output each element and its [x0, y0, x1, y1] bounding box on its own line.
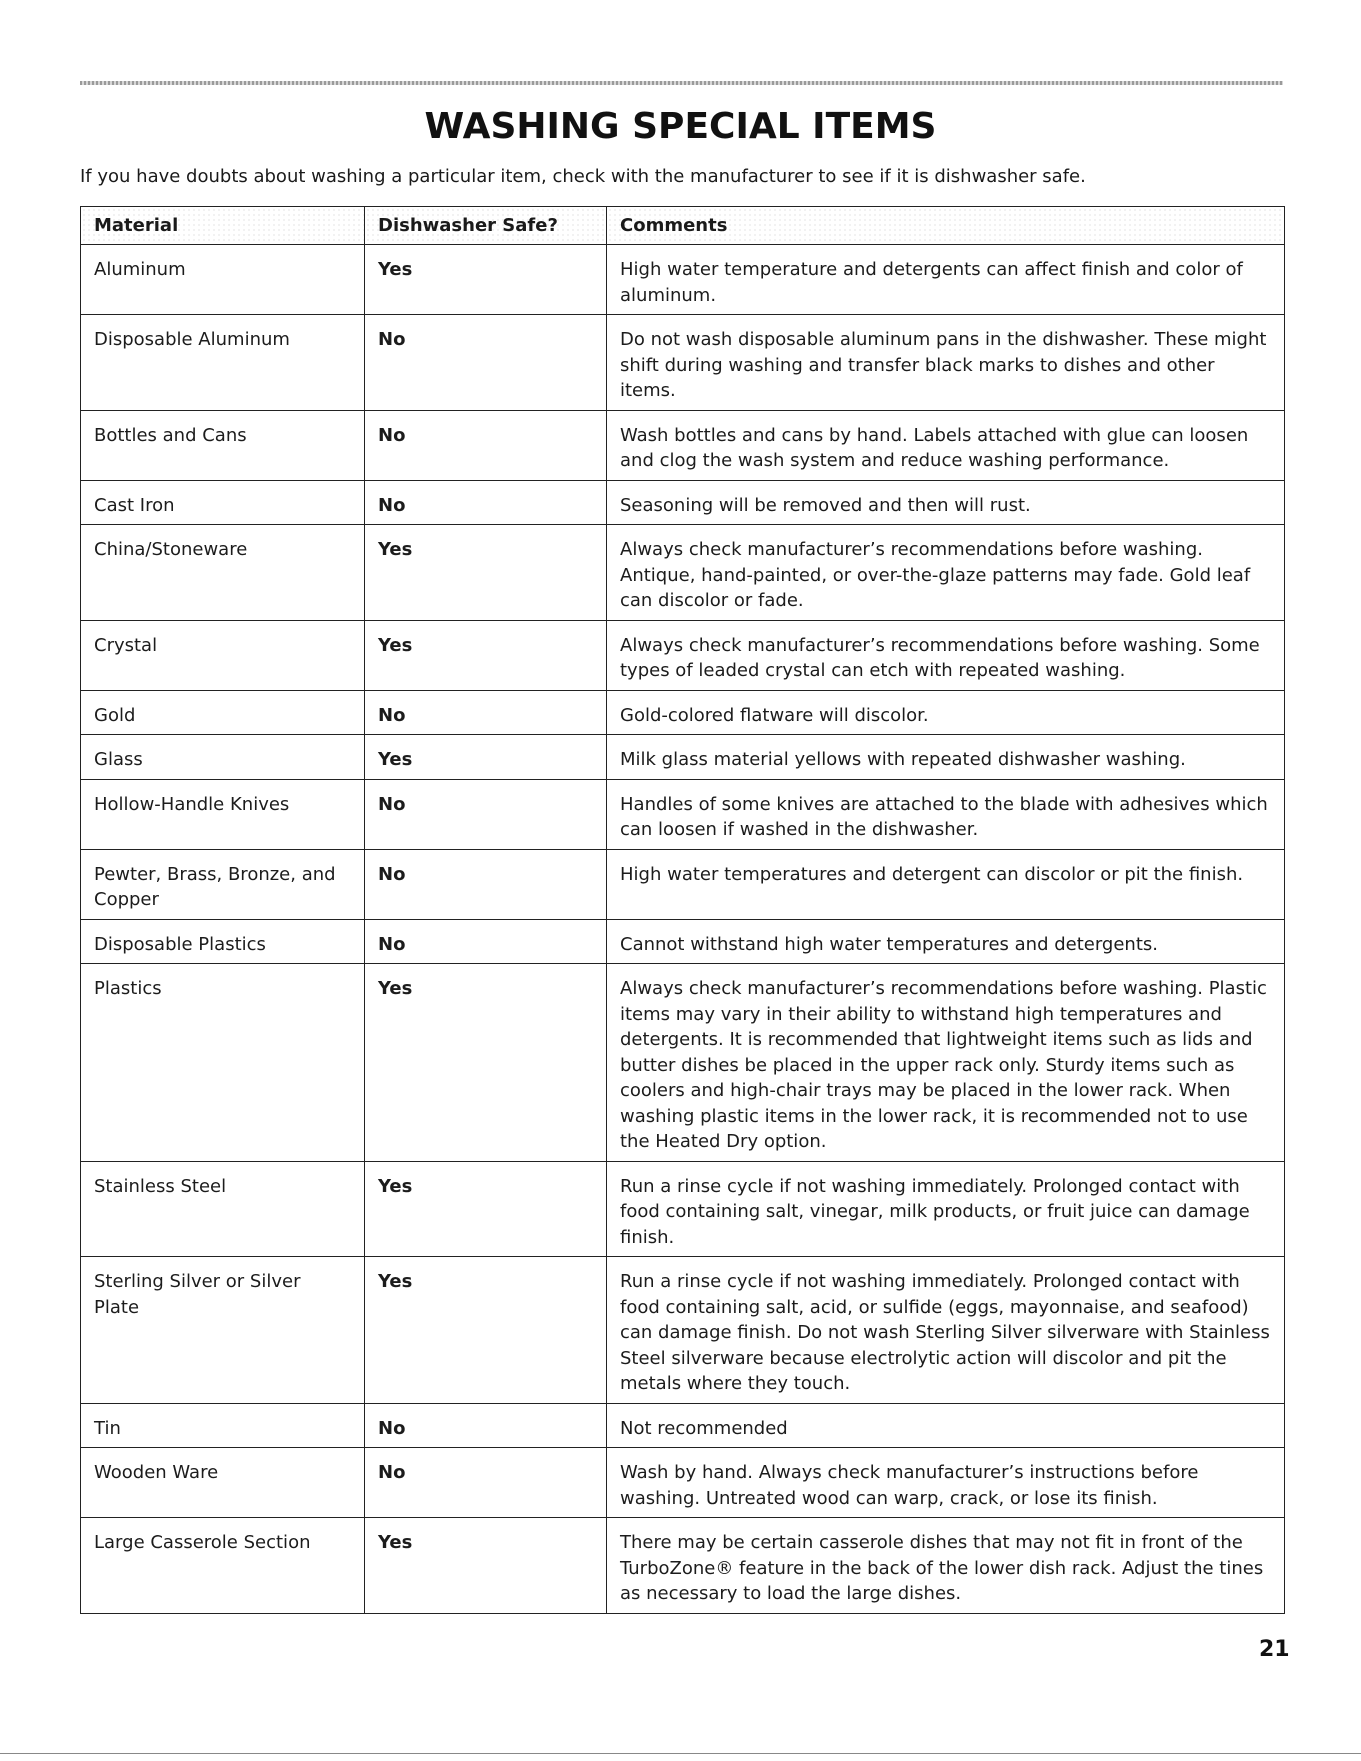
- table-row: [81, 480, 1285, 525]
- table-row: [81, 964, 1285, 1162]
- material-cell: Gold: [81, 690, 365, 735]
- table-header-row: [81, 207, 1285, 245]
- table-row: [81, 525, 1285, 621]
- dishwasher-safe-cell: No: [365, 315, 607, 411]
- material-cell: Cast Iron: [81, 480, 365, 525]
- table-row: [81, 919, 1285, 964]
- table-row: [81, 735, 1285, 780]
- comments-cell: Always check manufacturer’s recommendations before washing. Plastic items may vary in their ability to withstand high temperatures and detergents. It is recommended that lightweight items such as lids and butter dishes be placed in the upper rack only. Sturdy items such as coolers and high-chair trays may be placed in the lower rack. When washing plastic items in the lower rack, it is recommended not to use the Heated Dry option.: [607, 964, 1285, 1162]
- washing-items-table: [80, 206, 1285, 1614]
- comments-cell: Wash by hand. Always check manufacturer’s instructions before washing. Untreated wood can warp, crack, or lose its finish.: [607, 1448, 1285, 1518]
- comments-cell: Run a rinse cycle if not washing immediately. Prolonged contact with food containing salt, acid, or sulfide (eggs, mayonnaise, and seafood) can damage finish. Do not wash Sterling Silver silverware with Stainless Steel silverware because electrolytic action will discolor and pit the metals where they touch.: [607, 1257, 1285, 1404]
- table-row: [81, 690, 1285, 735]
- page-title: WASHING SPECIAL ITEMS: [424, 106, 937, 147]
- table-row: [81, 245, 1285, 315]
- material-cell: Stainless Steel: [81, 1161, 365, 1257]
- bottom-divider: [0, 1753, 1361, 1754]
- material-cell: Glass: [81, 735, 365, 780]
- comments-cell: Always check manufacturer’s recommendations before washing. Antique, hand-painted, or over-the-glaze patterns may fade. Gold leaf can discolor or fade.: [607, 525, 1285, 621]
- dishwasher-safe-cell: Yes: [365, 245, 607, 315]
- material-cell: Aluminum: [81, 245, 365, 315]
- table-row: [81, 849, 1285, 919]
- material-cell: Wooden Ware: [81, 1448, 365, 1518]
- dishwasher-safe-cell: No: [365, 410, 607, 480]
- header-dishwasher-safe: Dishwasher Safe?: [365, 207, 607, 245]
- table-row: [81, 1448, 1285, 1518]
- comments-cell: Do not wash disposable aluminum pans in the dishwasher. These might shift during washing and transfer black marks to dishes and other items.: [607, 315, 1285, 411]
- table-row: [81, 315, 1285, 411]
- comments-cell: There may be certain casserole dishes that may not fit in front of the TurboZone® feature in the back of the lower dish rack. Adjust the tines as necessary to load the large dishes.: [607, 1518, 1285, 1614]
- comments-cell: Cannot withstand high water temperatures and detergents.: [607, 919, 1285, 964]
- comments-cell: High water temperature and detergents can affect finish and color of aluminum.: [607, 245, 1285, 315]
- comments-cell: Run a rinse cycle if not washing immediately. Prolonged contact with food containing salt, vinegar, milk products, or fruit juice can damage finish.: [607, 1161, 1285, 1257]
- table-row: [81, 620, 1285, 690]
- table-row: [81, 1518, 1285, 1614]
- comments-cell: Handles of some knives are attached to the blade with adhesives which can loosen if washed in the dishwasher.: [607, 779, 1285, 849]
- material-cell: Bottles and Cans: [81, 410, 365, 480]
- material-cell: Disposable Aluminum: [81, 315, 365, 411]
- comments-cell: Gold-colored flatware will discolor.: [607, 690, 1285, 735]
- dishwasher-safe-cell: No: [365, 849, 607, 919]
- table-row: [81, 1403, 1285, 1448]
- dishwasher-safe-cell: Yes: [365, 1518, 607, 1614]
- comments-cell: Always check manufacturer’s recommendations before washing. Some types of leaded crystal can etch with repeated washing.: [607, 620, 1285, 690]
- material-cell: Plastics: [81, 964, 365, 1162]
- top-divider: [80, 81, 1283, 85]
- comments-cell: Wash bottles and cans by hand. Labels attached with glue can loosen and clog the wash system and reduce washing performance.: [607, 410, 1285, 480]
- material-cell: Tin: [81, 1403, 365, 1448]
- dishwasher-safe-cell: Yes: [365, 964, 607, 1162]
- table-row: [81, 1161, 1285, 1257]
- table-body: [81, 245, 1285, 1614]
- dishwasher-safe-cell: No: [365, 779, 607, 849]
- page-number: 21: [1259, 1637, 1290, 1662]
- material-cell: Pewter, Brass, Bronze, and Copper: [81, 849, 365, 919]
- table-row: [81, 779, 1285, 849]
- material-cell: Sterling Silver or Silver Plate: [81, 1257, 365, 1404]
- intro-text: If you have doubts about washing a particular item, check with the manufacturer to see if it is dishwasher safe.: [80, 166, 1086, 187]
- dishwasher-safe-cell: Yes: [365, 525, 607, 621]
- dishwasher-safe-cell: No: [365, 690, 607, 735]
- comments-cell: Milk glass material yellows with repeated dishwasher washing.: [607, 735, 1285, 780]
- dishwasher-safe-cell: Yes: [365, 620, 607, 690]
- dishwasher-safe-cell: No: [365, 480, 607, 525]
- comments-cell: High water temperatures and detergent can discolor or pit the finish.: [607, 849, 1285, 919]
- table-row: [81, 410, 1285, 480]
- table-row: [81, 1257, 1285, 1404]
- material-cell: Crystal: [81, 620, 365, 690]
- dishwasher-safe-cell: Yes: [365, 735, 607, 780]
- dishwasher-safe-cell: No: [365, 1448, 607, 1518]
- material-cell: Disposable Plastics: [81, 919, 365, 964]
- header-comments: Comments: [607, 207, 1285, 245]
- material-cell: Hollow-Handle Knives: [81, 779, 365, 849]
- dishwasher-safe-cell: Yes: [365, 1257, 607, 1404]
- comments-cell: Seasoning will be removed and then will rust.: [607, 480, 1285, 525]
- dishwasher-safe-cell: Yes: [365, 1161, 607, 1257]
- dishwasher-safe-cell: No: [365, 919, 607, 964]
- material-cell: China/Stoneware: [81, 525, 365, 621]
- material-cell: Large Casserole Section: [81, 1518, 365, 1614]
- header-material: Material: [81, 207, 365, 245]
- dishwasher-safe-cell: No: [365, 1403, 607, 1448]
- comments-cell: Not recommended: [607, 1403, 1285, 1448]
